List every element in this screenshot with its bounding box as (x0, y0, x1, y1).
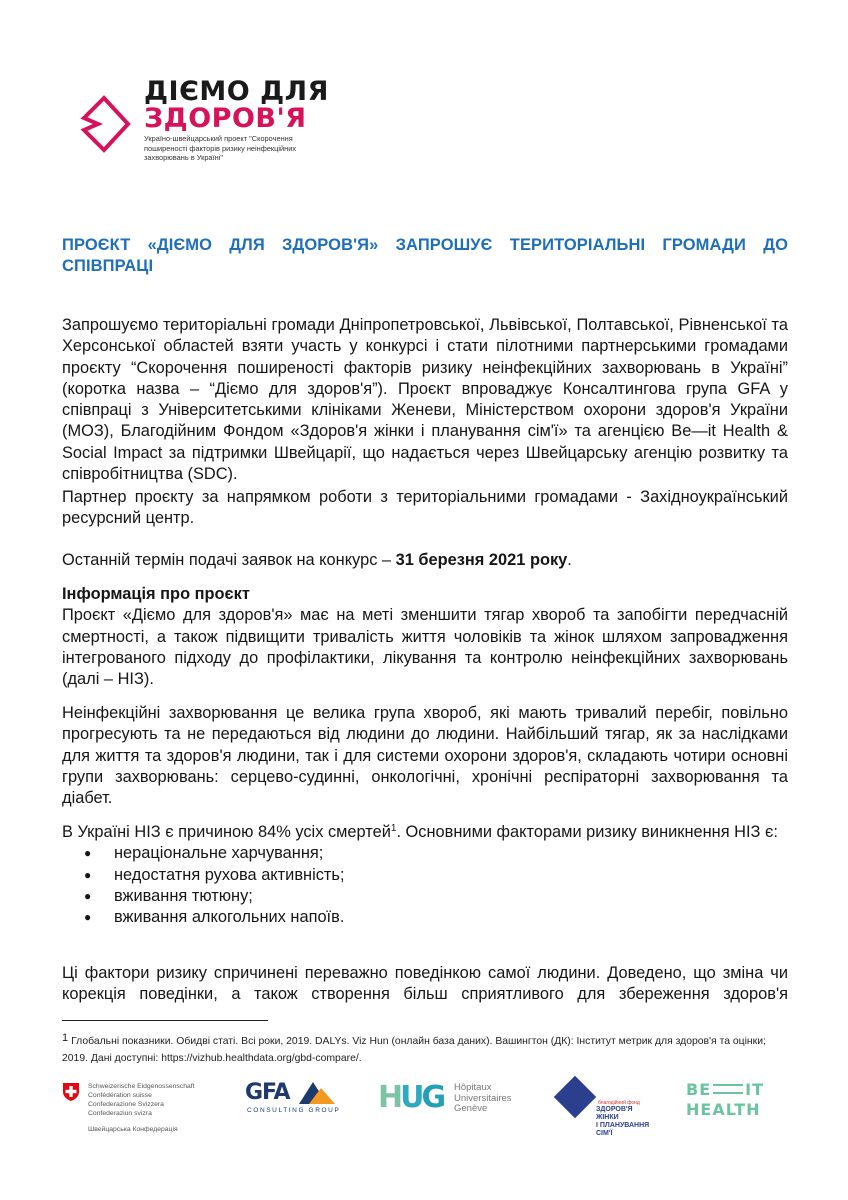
hug-letter: H (378, 1080, 401, 1115)
gfa-logo (245, 1080, 345, 1118)
swiss-line: Confederaziun svizra (88, 1110, 152, 1117)
footnote-ref[interactable]: 1 (390, 823, 397, 834)
beit-line1 (686, 1080, 776, 1100)
swiss-name-ua: Швейцарська Конфедерація (88, 1126, 178, 1133)
gfa-subtitle: CONSULTING GROUP (247, 1107, 341, 1114)
beit-dash-icon (713, 1084, 743, 1094)
section-project-info (62, 584, 788, 690)
swiss-line: Schweizerische Eidgenossenschaft (88, 1083, 195, 1090)
hug-letter: U (400, 1080, 422, 1115)
hug-line: Genève (454, 1103, 488, 1114)
paragraph-partner: Партнер проєкту за напрямком роботи з територіальними громадами - Західноукраїнський ресурсний центр. (62, 488, 788, 528)
hug-letter: G (421, 1080, 444, 1115)
swiss-names (88, 1082, 195, 1118)
womens-health-foundation-logo (556, 1078, 656, 1137)
footnote-text: Глобальні показники. Обидві статі. Всі роки, 2019. DALYs. Viz Hun (онлайн база даних). Вашингтон (ДК): Інститут метрик для здоров'я та оцінки; 2019. Дані доступні: https://vizhub.healthdata.org/gbd-compare/. (62, 1036, 766, 1064)
gfa-name: GFA (245, 1080, 290, 1105)
list-item: ● вживання алкогольних напоїв. (84, 907, 788, 928)
swiss-line: Confederazione Svizzera (88, 1101, 164, 1108)
page-title: ПРОЄКТ «ДІЄМО ДЛЯ ЗДОРОВ'Я» ЗАПРОШУЄ ТЕРИТОРІАЛЬНІ ГРОМАДИ ДО СПІВПРАЦІ (62, 236, 788, 275)
hug-mark (378, 1082, 443, 1114)
deadline-suffix: . (567, 551, 572, 569)
beit-it: IT (745, 1080, 764, 1099)
hug-line: Hôpitaux (454, 1082, 492, 1093)
list-item: ● вживання тютюну; (84, 886, 788, 907)
footnote-number: 1 (62, 1032, 69, 1044)
chevron-logo-icon (80, 78, 144, 168)
risk-intro-suffix: . Основними факторами ризику виникнення НІЗ є: (396, 823, 778, 841)
project-logo (80, 78, 340, 178)
footnote (62, 1030, 788, 1067)
logo-title-line2: ЗДОРОВ'Я (144, 103, 307, 134)
section-heading: Інформація про проєкт (62, 585, 250, 603)
hug-logo (378, 1082, 528, 1116)
hug-line: Universitaires (454, 1092, 512, 1104)
beit-health-logo (686, 1080, 776, 1120)
paragraph-risk-factors (62, 822, 788, 928)
foundation-label: благодійний фонд (598, 1100, 640, 1106)
gfa-triangle-icon (299, 1080, 335, 1104)
list-item: ● нераціональне харчування; (84, 843, 788, 864)
logo-title-line1: ДІЄМО ДЛЯ (144, 76, 329, 107)
paragraph-project-goal: Проєкт «Діємо для здоров'я» має на меті зменшити тягар хвороб та запобігти передчасній смертності, а також підвищити тривалість життя чоловіків та жінок шляхом запровадження інтегрованого підходу до профілактики, лікування та контролю неінфекційних захворювань (далі – НІЗ). (62, 606, 788, 689)
risk-intro-prefix: В Україні НІЗ є причиною 84% усіх смертей (62, 823, 391, 841)
paragraph-behavior: Ці фактори ризику спричинені переважно поведінкою самої людини. Доведено, що зміна чи корекція поведінки, а також створення більш сприятливого для збереження здоров'я (62, 964, 788, 1004)
risk-factor-list (62, 843, 788, 928)
swiss-shield-icon (62, 1082, 80, 1102)
paragraph-invitation: Запрошуємо територіальні громади Дніпропетровської, Львівської, Полтавської, Рівненської та Херсонської областей взяти участь у конкурсі і стати пілотними партнерськими громадами проєкту “Скорочення поширеності факторів ризику неінфекційних захворювань в Україні” (коротка назва – “Діємо для здоров'я”). Проєкт впроваджує Консалтингова група GFA у співпраці з Університетськими клініками Женеви, Міністерством охорони здоров'я України (МОЗ), Благодійним Фондом «Здоров'я жінки і планування сім'ї» та агенцією Be—it Health & Social Impact за підтримки Швейцарії, що надається через Швейцарську агенцію розвитку та співробітництва (SDC). (62, 316, 788, 484)
swiss-confederation-logo (62, 1082, 202, 1142)
foundation-line: І ПЛАНУВАННЯ СІМ'Ї (596, 1122, 650, 1137)
list-item: ● недостатня рухова активність; (84, 865, 788, 886)
hug-name (454, 1083, 512, 1115)
swiss-line: Confédération suisse (88, 1092, 152, 1099)
foundation-diamond-icon (554, 1076, 596, 1118)
foundation-name (596, 1106, 656, 1138)
paragraph-deadline (62, 550, 788, 571)
foundation-line: ЗДОРОВ'Я ЖІНКИ (596, 1106, 633, 1121)
deadline-date: 31 березня 2021 року (395, 551, 568, 569)
deadline-prefix: Останній термін подачі заявок на конкурс – (62, 551, 396, 569)
logo-title (144, 78, 329, 132)
paragraph-ncd-description: Неінфекційні захворювання це велика група хвороб, які мають тривалий перебіг, повільно прогресують та не передаються від людини до людини. Найбільший тягар, як за наслідками для життя та здоров'я людини, так і для системи охорони здоров'я, складають чотири основні групи захворювань: серцево-судинні, онкологічні, хронічні респіраторні захворювання та діабет. (62, 704, 788, 808)
footnote-divider (62, 1020, 268, 1021)
beit-be: BE (686, 1080, 712, 1099)
beit-line2: HEALTH (686, 1100, 761, 1119)
logo-subtitle: Україно-швейцарський проект "Скорочення поширеності факторів ризику неінфекційних захворювань в Україні" (144, 134, 297, 162)
